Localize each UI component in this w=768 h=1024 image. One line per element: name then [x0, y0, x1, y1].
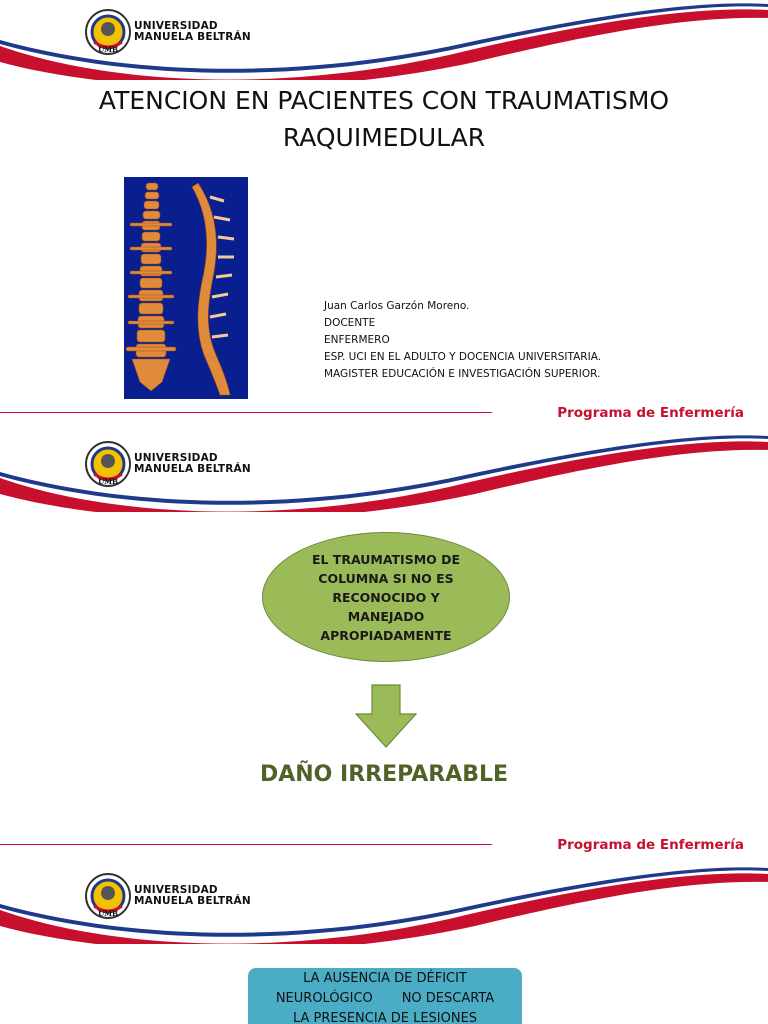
seal-text: UMB [98, 909, 118, 918]
logo-line-1: UNIVERSIDAD [134, 452, 218, 464]
logo-line-2: MANUELA BELTRÁN [134, 463, 251, 475]
author-info [324, 298, 601, 383]
slide-3 [0, 864, 768, 1024]
title-line-2: RAQUIMEDULAR [282, 123, 486, 152]
program-label: Programa de Enfermería [557, 837, 744, 853]
footer-line [0, 412, 492, 413]
title-line-1: ATENCION EN PACIENTES CON TRAUMATISMO [98, 86, 670, 115]
university-logo [84, 440, 254, 490]
info-box [248, 968, 522, 1024]
seal-icon [84, 872, 132, 920]
condition-text: EL TRAUMATISMO DE COLUMNA SI NO ES RECONOCIDO Y MANEJADO APROPIADAMENTE [311, 551, 461, 643]
logo-line-1: UNIVERSIDAD [134, 20, 218, 32]
seal-icon [84, 8, 132, 56]
condition-oval [262, 532, 510, 662]
result-heading: DAÑO IRREPARABLE [259, 762, 509, 787]
info-line-2: NEUROLÓGICO NO DESCARTA [275, 991, 495, 1006]
info-line-3: LA PRESENCIA DE LESIONES [292, 1011, 478, 1024]
author-specialty: ESP. UCI EN EL ADULTO Y DOCENCIA UNIVERSITARIA. [324, 351, 602, 363]
info-line-1: LA AUSENCIA DE DÉFICIT [303, 971, 467, 986]
footer-line [0, 844, 492, 845]
university-logo [84, 872, 254, 922]
logo-line-1: UNIVERSIDAD [134, 884, 218, 896]
slide-1 [0, 0, 768, 432]
spine-illustration [124, 177, 248, 399]
author-degree: MAGISTER EDUCACIÓN E INVESTIGACIÓN SUPERIOR. [324, 368, 601, 380]
university-logo [84, 8, 254, 58]
seal-text: UMB [98, 477, 118, 486]
author-profession: ENFERMERO [324, 334, 390, 346]
author-role: DOCENTE [324, 317, 376, 329]
slide-title [0, 82, 768, 156]
seal-text: UMB [98, 45, 118, 54]
logo-line-2: MANUELA BELTRÁN [134, 895, 251, 907]
program-label: Programa de Enfermería [557, 405, 744, 421]
arrow-down-icon [355, 684, 417, 748]
logo-line-2: MANUELA BELTRÁN [134, 31, 251, 43]
slide-2 [0, 432, 768, 864]
author-name: Juan Carlos Garzón Moreno. [324, 300, 470, 312]
seal-icon [84, 440, 132, 488]
